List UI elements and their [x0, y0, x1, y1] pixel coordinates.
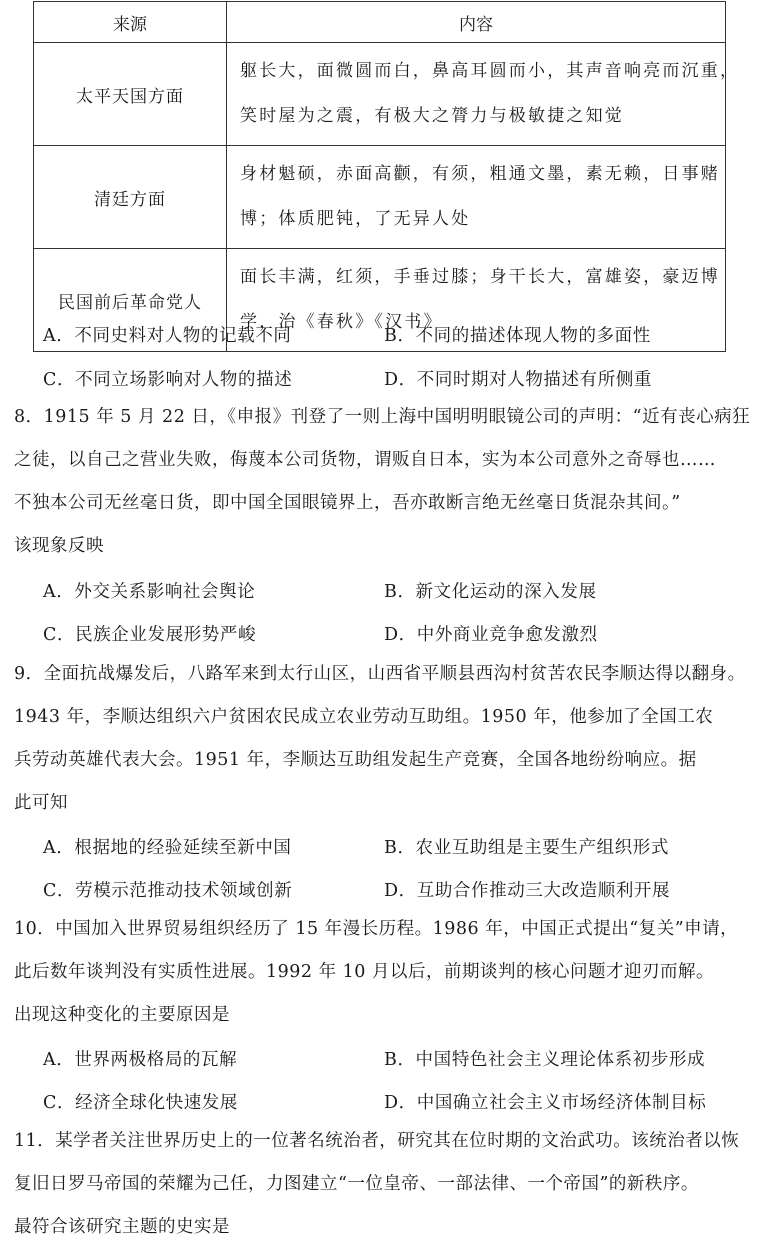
- q9-options-row-2: [43, 877, 743, 905]
- question-10-stem-line: 10．中国加入世界贸易组织经历了 15 年漫长历程。1986 年，中国正式提出“复关”申请，: [14, 919, 739, 939]
- question-8-stem-line: 之徒，以自己之营业失败，侮蔑本公司货物，谓贩自日本，实为本公司意外之奇辱也……: [14, 450, 716, 470]
- question-8: [14, 396, 766, 568]
- table-cell-content: [227, 146, 726, 249]
- q7-option-b[interactable]: B．不同的描述体现人物的多面性: [384, 326, 651, 346]
- question-9-stem-line: 此可知: [14, 793, 68, 813]
- q8-option-d[interactable]: D．中外商业竞争愈发激烈: [384, 625, 598, 645]
- content-line: 面长丰满，红须，手垂过膝；身干长大，富雄姿，豪迈博: [240, 267, 720, 287]
- content-line: 身材魁硕，赤面高颧，有须，粗通文墨，素无赖，日事赌: [240, 164, 720, 184]
- q8-option-b[interactable]: B．新文化运动的深入发展: [384, 582, 597, 602]
- question-11-stem-line: 复旧日罗马帝国的荣耀为己任，力图建立“一位皇帝、一部法律、一个帝国”的新秩序。: [14, 1174, 699, 1194]
- q10-option-d[interactable]: D．中国确立社会主义市场经济体制目标: [384, 1093, 707, 1113]
- question-11: [14, 1120, 766, 1249]
- table-row: [34, 146, 726, 249]
- q7-option-c[interactable]: C．不同立场影响对人物的描述: [43, 370, 293, 390]
- question-11-stem-line: 最符合该研究主题的史实是: [14, 1217, 230, 1237]
- question-9: [14, 653, 766, 825]
- question-11-stem-line: 11．某学者关注世界历史上的一位著名统治者，研究其在位时期的文治武功。该统治者以恢: [14, 1131, 740, 1151]
- content-line: 博；体质肥钝，了无异人处: [240, 209, 471, 229]
- q10-options-row-2: [43, 1089, 743, 1117]
- question-10-stem-line: 出现这种变化的主要原因是: [14, 1005, 230, 1025]
- question-8-stem-line: 该现象反映: [14, 536, 104, 556]
- table-cell-source: 清廷方面: [34, 146, 227, 249]
- table-cell-content: [227, 43, 740, 146]
- table-cell-source: 民国前后革命党人: [34, 249, 227, 352]
- content-line: 学，治《春秋》《汉书》: [240, 312, 443, 332]
- q9-option-a[interactable]: A．根据地的经验延续至新中国: [43, 838, 292, 858]
- q9-option-b[interactable]: B．农业互助组是主要生产组织形式: [384, 838, 669, 858]
- q9-option-d[interactable]: D．互助合作推动三大改造顺利开展: [384, 881, 671, 901]
- q10-options-row-1: [43, 1046, 743, 1074]
- q10-option-c[interactable]: C．经济全球化快速发展: [43, 1093, 238, 1113]
- q8-option-c[interactable]: C．民族企业发展形势严峻: [43, 625, 257, 645]
- q7-option-d[interactable]: D．不同时期对人物描述有所侧重: [384, 370, 653, 390]
- question-10: [14, 908, 766, 1037]
- q10-option-b[interactable]: B．中国特色社会主义理论体系初步形成: [384, 1050, 706, 1070]
- question-8-stem-line: 不独本公司无丝毫日货，即中国全国眼镜界上，吾亦敢断言绝无丝毫日货混杂其间。”: [14, 493, 681, 513]
- question-9-stem-line: 兵劳动英雄代表大会。1951 年，李顺达互助组发起生产竞赛，全国各地纷纷响应。据: [14, 750, 697, 770]
- table-header-source: 来源: [34, 2, 227, 43]
- question-9-stem-line: 1943 年，李顺达组织六户贫困农民成立农业劳动互助组。1950 年，他参加了全国工农: [14, 707, 714, 727]
- question-8-stem-line: 8．1915 年 5 月 22 日，《申报》刊登了一则上海中国明明眼镜公司的声明：“近有丧心病狂: [14, 407, 751, 427]
- question-10-stem-line: 此后数年谈判没有实质性进展。1992 年 10 月以后，前期谈判的核心问题才迎刃而解。: [14, 962, 714, 982]
- q8-options-row-2: [43, 621, 743, 649]
- q9-option-c[interactable]: C．劳模示范推动技术领域创新: [43, 881, 293, 901]
- q9-options-row-1: [43, 834, 743, 862]
- table-cell-source: 太平天国方面: [34, 43, 227, 146]
- q8-option-a[interactable]: A．外交关系影响社会舆论: [43, 582, 256, 602]
- table-row: [34, 43, 726, 146]
- q8-options-row-1: [43, 578, 743, 606]
- question-9-stem-line: 9．全面抗战爆发后，八路军来到太行山区，山西省平顺县西沟村贫苦农民李顺达得以翻身。: [14, 664, 746, 684]
- q10-option-a[interactable]: A．世界两极格局的瓦解: [43, 1050, 238, 1070]
- table-header-content: 内容: [227, 2, 726, 43]
- source-comparison-table: [33, 1, 740, 352]
- table-header-row: [34, 2, 726, 43]
- q7-option-a[interactable]: A．不同史料对人物的记载不同: [43, 326, 292, 346]
- q7-options-row-1: [43, 322, 743, 350]
- content-line: 躯长大，面微圆而白，鼻高耳圆而小，其声音响亮而沉重，: [240, 61, 740, 81]
- content-line: 笑时屋为之震，有极大之膂力与极敏捷之知觉: [240, 106, 624, 126]
- q7-options-row-2: [43, 366, 743, 394]
